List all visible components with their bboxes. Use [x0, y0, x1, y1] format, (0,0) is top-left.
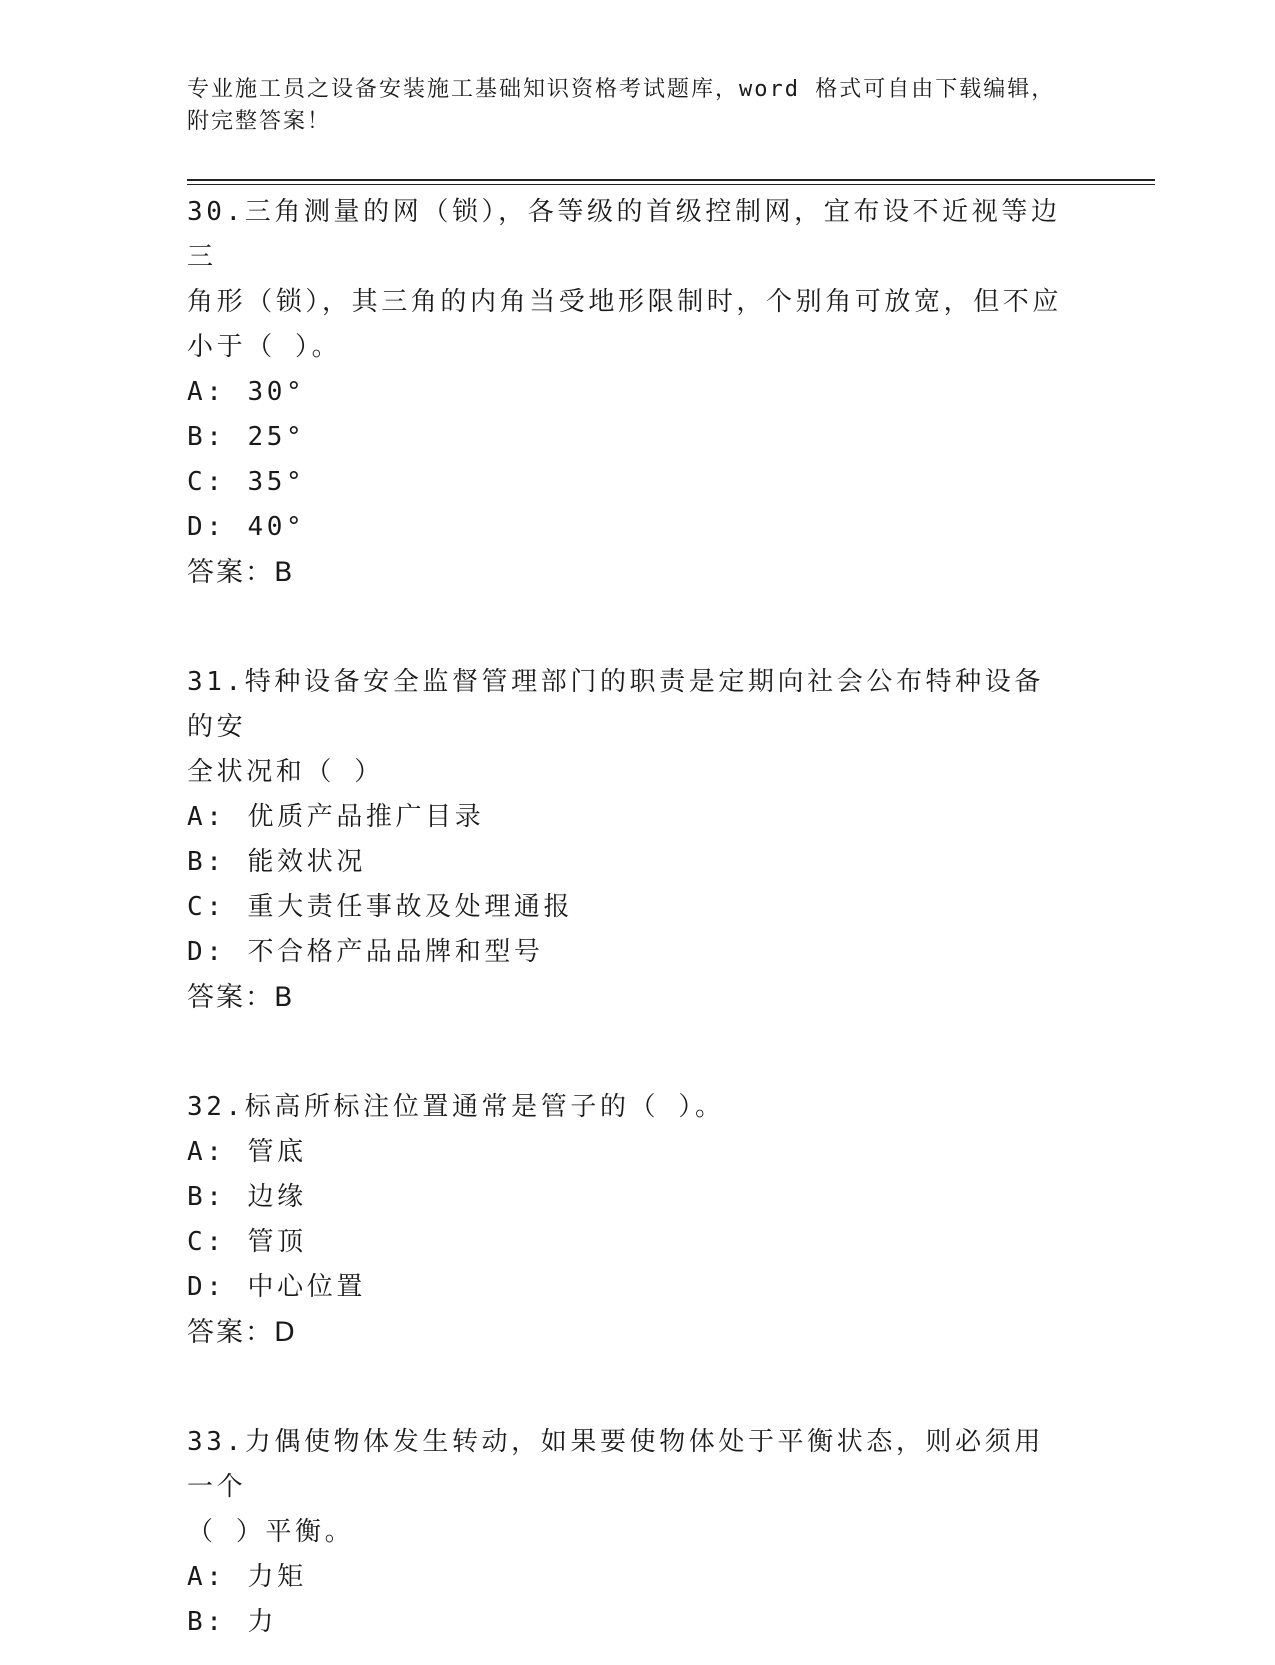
option-key: D: — [187, 1272, 226, 1302]
option-b — [187, 1600, 1067, 1645]
option-text: 重大责任事故及处理通报 — [247, 892, 574, 922]
option-d — [187, 1265, 1067, 1310]
answer-label: 答案：B — [187, 982, 295, 1013]
option-text: 边缘 — [247, 1182, 307, 1212]
question-text-line: 33.力偶使物体发生转动，如果要使物体处于平衡状态，则必须用一个 — [187, 1427, 1044, 1502]
option-key: B: — [187, 422, 226, 452]
header-divider-thin — [187, 184, 1155, 185]
option-text: 力矩 — [247, 1562, 307, 1592]
question-list — [187, 190, 1067, 1665]
question-32 — [187, 1085, 1067, 1356]
option-text: 中心位置 — [247, 1272, 366, 1302]
answer-label: 答案：B — [187, 557, 295, 588]
option-a — [187, 370, 1067, 415]
option-text: 35° — [247, 467, 306, 497]
option-d — [187, 930, 1067, 975]
option-key: C: — [187, 892, 226, 922]
question-30 — [187, 190, 1067, 596]
question-text — [187, 1420, 1067, 1555]
option-text: 管底 — [247, 1137, 307, 1167]
question-text-line: 30.三角测量的网（锁），各等级的首级控制网，宜布设不近视等边三 — [187, 197, 1061, 272]
option-key: D: — [187, 937, 226, 967]
option-text: 25° — [247, 422, 306, 452]
option-d — [187, 505, 1067, 550]
header-line-2: 附完整答案！ — [187, 109, 332, 134]
option-key: B: — [187, 1607, 226, 1637]
option-text: 30° — [247, 377, 306, 407]
option-text: 不合格产品品牌和型号 — [247, 937, 544, 967]
question-text — [187, 660, 1067, 795]
question-text-line: （ ）平衡。 — [187, 1517, 355, 1547]
option-key: A: — [187, 1137, 226, 1167]
option-key: D: — [187, 512, 226, 542]
question-text-line: 小于（ ）。 — [187, 332, 342, 362]
question-text — [187, 1085, 1067, 1130]
question-31 — [187, 660, 1067, 1021]
option-key: B: — [187, 847, 226, 877]
question-text-line: 全状况和（ ） — [187, 757, 384, 787]
header-line-1: 专业施工员之设备安装施工基础知识资格考试题库，word 格式可自由下载编辑， — [187, 77, 1056, 102]
option-a — [187, 1130, 1067, 1175]
option-key: B: — [187, 1182, 226, 1212]
question-33 — [187, 1420, 1067, 1645]
option-key: A: — [187, 1562, 226, 1592]
option-key: C: — [187, 1227, 226, 1257]
option-text: 管顶 — [247, 1227, 307, 1257]
option-b — [187, 415, 1067, 460]
question-text — [187, 190, 1067, 370]
option-c — [187, 885, 1067, 930]
option-key: A: — [187, 802, 226, 832]
question-text-line: 32.标高所标注位置通常是管子的（ ）。 — [187, 1092, 725, 1122]
question-text-line: 角形（锁），其三角的内角当受地形限制时，个别角可放宽，但不应 — [187, 287, 1063, 317]
option-b — [187, 840, 1067, 885]
option-key: A: — [187, 377, 226, 407]
option-b — [187, 1175, 1067, 1220]
option-c — [187, 1220, 1067, 1265]
option-text: 优质产品推广目录 — [247, 802, 485, 832]
option-a — [187, 1555, 1067, 1600]
header-divider-thick — [187, 179, 1155, 181]
option-key: C: — [187, 467, 226, 497]
option-text: 40° — [247, 512, 306, 542]
option-c — [187, 460, 1067, 505]
question-text-line: 31.特种设备安全监督管理部门的职责是定期向社会公布特种设备的安 — [187, 667, 1044, 742]
option-text: 能效状况 — [247, 847, 366, 877]
option-a — [187, 795, 1067, 840]
option-text: 力 — [247, 1607, 278, 1637]
document-header — [187, 74, 1087, 138]
answer-label: 答案：D — [187, 1317, 297, 1348]
